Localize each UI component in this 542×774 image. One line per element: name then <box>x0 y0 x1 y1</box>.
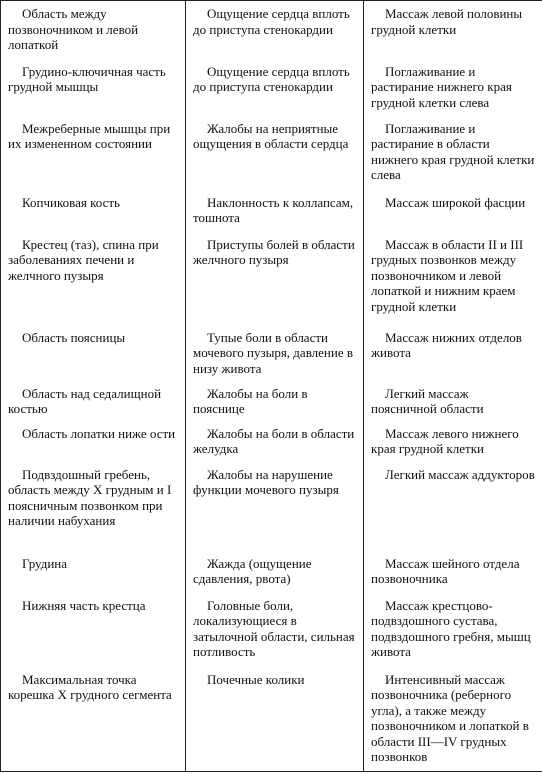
zone-cell: Крестец (таз), спина при заболеваниях печени и желчного пузыря <box>1 232 186 325</box>
massage-cell: Массаж нижних отделов живота <box>364 325 542 381</box>
zone-cell: Область над седалищной костью <box>1 381 186 421</box>
massage-cell: Массаж левой половины грудной клетки <box>364 1 542 59</box>
zone-cell: Межреберные мышцы при их измененном состоянии <box>1 116 186 190</box>
table-row <box>1 59 542 116</box>
zone-cell: Нижняя часть крестца <box>1 593 186 667</box>
table-row <box>1 381 542 421</box>
zone-cell: Максимальная точка корешка X грудного сегмента <box>1 667 186 772</box>
massage-cell: Массаж в области II и III грудных позвонков между позвоночником и левой лопаткой и нижним краем грудной клетки <box>364 232 542 325</box>
table-row <box>1 116 542 190</box>
massage-cell: Легкий массаж аддукторов <box>364 462 542 551</box>
symptom-cell: Почечные колики <box>186 667 364 772</box>
massage-cell: Массаж широкой фасции <box>364 190 542 232</box>
massage-cell: Интенсивный массаж позвоночника (реберного угла), а также между позвоночником и лопаткой в области III—IV грудных позвонков <box>364 667 542 772</box>
massage-cell: Массаж левого нижнего края грудной клетки <box>364 421 542 462</box>
table-row <box>1 667 542 772</box>
zone-cell: Область поясницы <box>1 325 186 381</box>
table-row <box>1 462 542 551</box>
symptom-cell: Жалобы на боли в пояснице <box>186 381 364 421</box>
symptom-cell: Приступы болей в области желчного пузыря <box>186 232 364 325</box>
zone-cell: Область между позвоночником и левой лопаткой <box>1 1 186 59</box>
zone-cell: Область лопатки ниже ости <box>1 421 186 462</box>
table-row <box>1 1 542 59</box>
symptom-cell: Ощущение сердца вплоть до приступа стенокардии <box>186 59 364 116</box>
zone-cell: Подвздошный гребень, область между X грудным и I поясничным позвонком при наличии набухания <box>1 462 186 551</box>
symptom-cell: Наклонность к коллапсам, тошнота <box>186 190 364 232</box>
massage-cell: Легкий массаж поясничной области <box>364 381 542 421</box>
symptom-cell: Жалобы на боли в области желудка <box>186 421 364 462</box>
zone-cell: Грудино-ключичная часть грудной мышцы <box>1 59 186 116</box>
zone-cell: Грудина <box>1 551 186 593</box>
symptom-cell: Головные боли, локализующиеся в затылочной области, сильная потливость <box>186 593 364 667</box>
symptom-cell: Жалобы на нарушение функции мочевого пузыря <box>186 462 364 551</box>
massage-cell: Поглаживание и растирание в области нижнего края грудной клетки слева <box>364 116 542 190</box>
table-row <box>1 551 542 593</box>
symptom-cell: Жажда (ощущение сдавления, рвота) <box>186 551 364 593</box>
massage-cell: Массаж шейного отдела позвоночника <box>364 551 542 593</box>
table-row <box>1 593 542 667</box>
massage-cell: Массаж крестцово-подвздошного сустава, подвздошного гребня, мышц живота <box>364 593 542 667</box>
symptom-cell: Тупые боли в области мочевого пузыря, давление в низу живота <box>186 325 364 381</box>
table-row <box>1 421 542 462</box>
table-row <box>1 190 542 232</box>
table-row <box>1 325 542 381</box>
zone-cell: Копчиковая кость <box>1 190 186 232</box>
symptom-cell: Жалобы на неприятные ощущения в области сердца <box>186 116 364 190</box>
massage-cell: Поглаживание и растирание нижнего края грудной клетки слева <box>364 59 542 116</box>
symptom-cell: Ощущение сердца вплоть до приступа стенокардии <box>186 1 364 59</box>
table-row <box>1 232 542 325</box>
